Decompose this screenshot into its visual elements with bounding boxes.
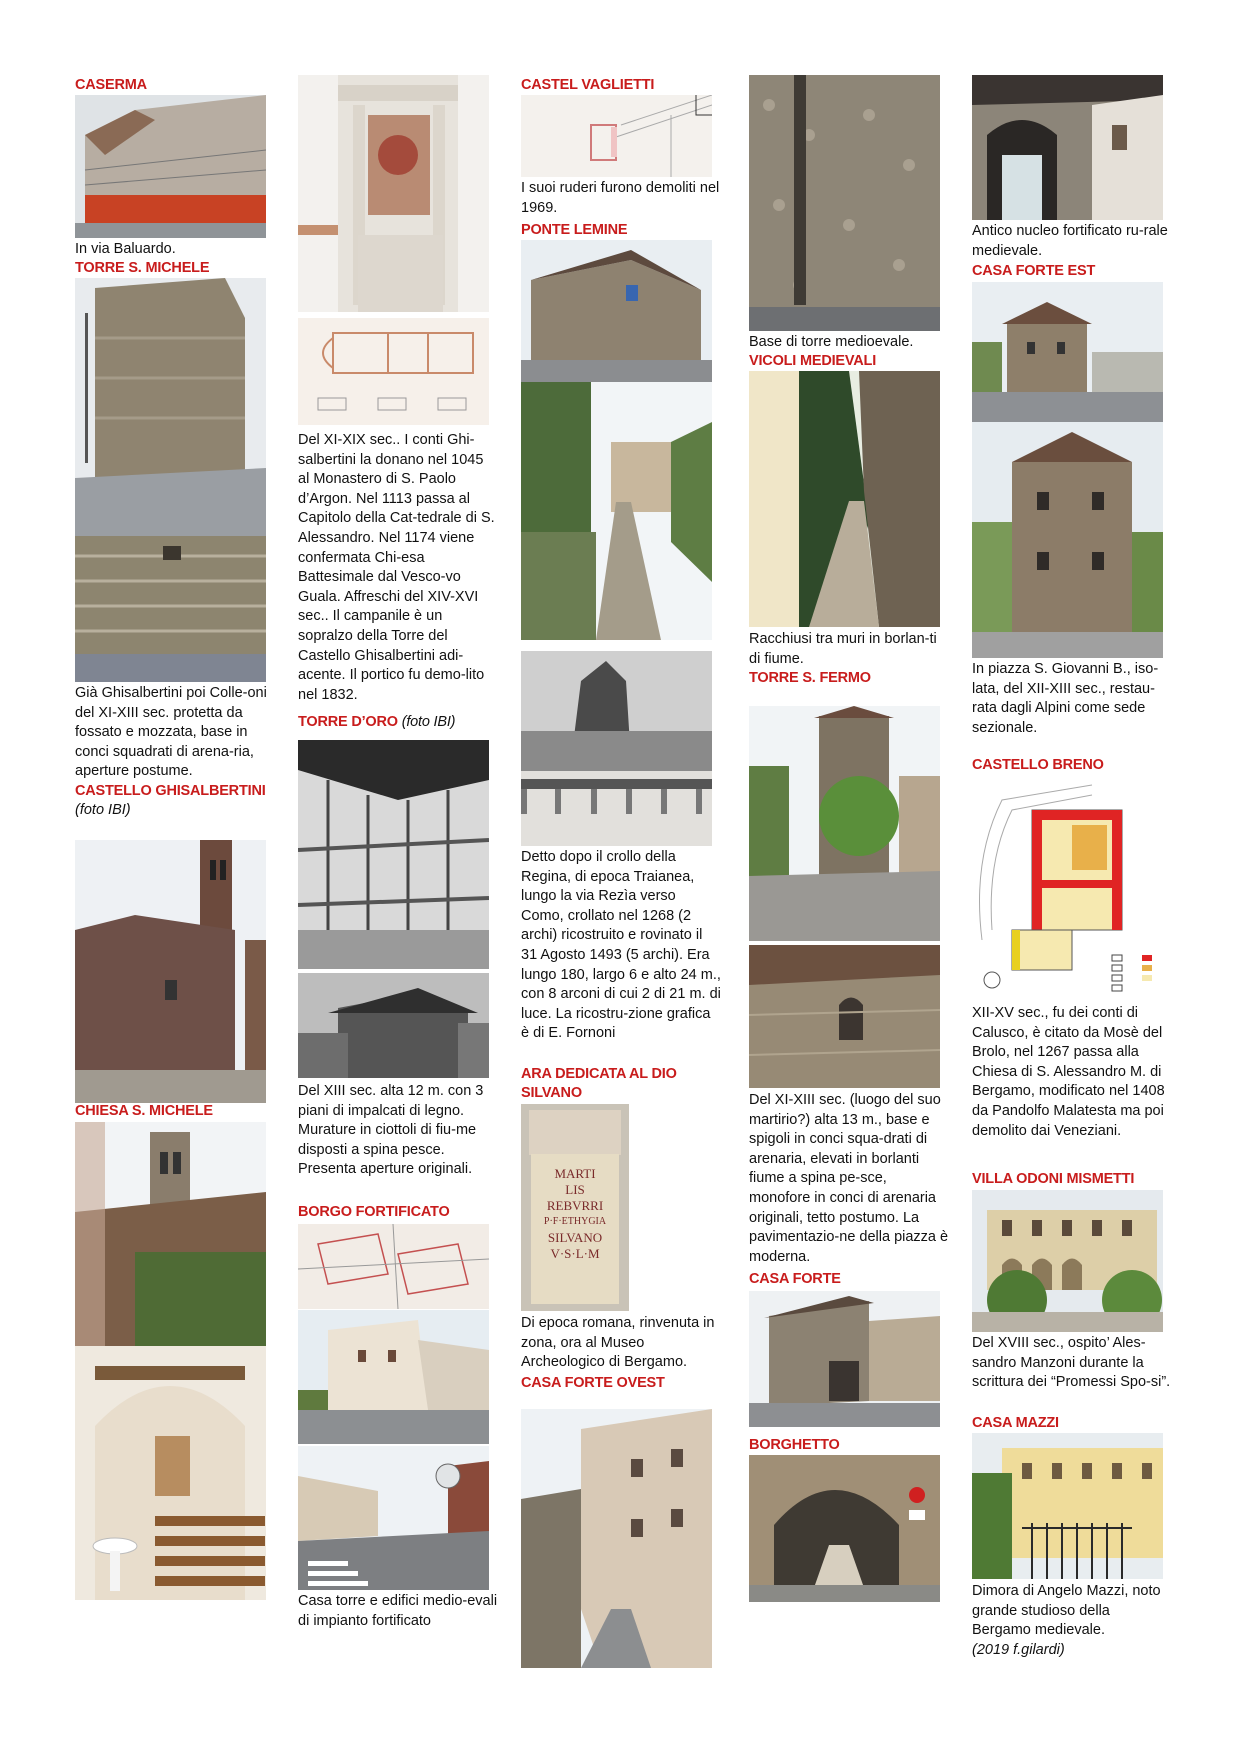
borgo-street-photo: [298, 1446, 489, 1590]
ponte-lemine-alley-photo: [521, 382, 712, 640]
torre-doro-photo: [298, 740, 489, 969]
torre-s-fermo-detail-photo: [749, 945, 940, 1088]
casa-forte-photo: [749, 1291, 940, 1427]
caption-casa-forte-est: In piazza S. Giovanni B., iso-lata, del XII-XIII sec., restau-rata dagli Alpini come sede sezionale.: [972, 661, 1159, 736]
borgo-fortificato-map: [298, 1224, 489, 1309]
caption-torre-doro: Del XIII sec. alta 12 m. con 3 piani di impalcati di legno. Murature in ciottoli di fiu-me disposti a spina pesce. Presenta aperture originali.: [298, 1083, 484, 1178]
chiesa-plan-drawing: [298, 318, 489, 425]
caption-castel-vaglietti: I suoi ruderi furono demoliti nel 1969.: [521, 180, 720, 216]
inscription-line: V·S·L·M: [550, 1246, 600, 1261]
heading-casa-mazzi: CASA MAZZI: [972, 1415, 1059, 1431]
heading-caserma: CASERMA: [75, 77, 147, 93]
castello-ghisalbertini-photo: [75, 840, 266, 1103]
heading-torre-doro-text: TORRE D’ORO: [298, 714, 398, 730]
ponte-lemine-archive-photo: [521, 651, 712, 846]
author-credit: (2019 f.gilardi): [972, 1642, 1065, 1658]
heading-borghetto: BORGHETTO: [749, 1437, 840, 1453]
inscription-line: LIS: [565, 1182, 585, 1197]
inscription-line: P·F·ETHYGIA: [543, 1216, 607, 1227]
caserma-photo: [75, 95, 266, 238]
vicoli-medievali-photo: [749, 371, 940, 627]
chiesa-s-michele-photo: [75, 1122, 266, 1346]
ara-inscription: [531, 1154, 619, 1304]
heading-castello-ghisalbertini: CASTELLO GHISALBERTINI: [75, 783, 266, 799]
caption-castello-breno: XII-XV sec., fu dei conti di Calusco, è citato da Mosè del Brolo, nel 1267 passa alla Chiesa di S. Alessandro M. di Bergamo, modificato nel 1408 da Pandolfo Malatesta ma poi demolito dai Veneziani.: [972, 1005, 1165, 1139]
caption-caserma: In via Baluardo.: [75, 241, 176, 257]
torre-base-photo: [75, 536, 266, 682]
base-torre-photo: [749, 75, 940, 331]
caption-torre-s-fermo: Del XI-XIII sec. (luogo del suo martirio?) alta 13 m., base e spigoli in conci squa-drati di arenaria, elevati in borlanti fiume a spina pe-sce, monofore in conci di arenaria originali, tetto postumo. La pavimentazio-ne della piazza è moderna.: [749, 1092, 949, 1265]
casa-mazzi-photo: [972, 1433, 1163, 1579]
inscription-line: SILVANO: [547, 1230, 603, 1245]
heading-borgo-fortificato: BORGO FORTIFICATO: [298, 1204, 450, 1220]
caption-ponte-lemine: Detto dopo il crollo della Regina, di epoca Traianea, lungo la via Rezìa verso Como, crollato nel 1268 (2 archi) ricostruito e rovinato il 31 Agosto 1493 (5 archi). Era lungo 180, largo 6 e alto 24 m., con 8 arconi di cui 2 di 21 m. di luce. La ricostru-zione grafica è di E. Fornoni: [521, 849, 721, 1042]
heading-castel-vaglietti: CASTEL VAGLIETTI: [521, 77, 655, 93]
photo-credit-castello: (foto IBI): [75, 802, 131, 818]
casa-forte-est-photo: [972, 282, 1163, 422]
heading-casa-forte: CASA FORTE: [749, 1271, 841, 1287]
heading-ara-silvano: ARA DEDICATA AL DIO SILVANO: [521, 1066, 677, 1101]
heading-villa-odoni-mismetti: VILLA ODONI MISMETTI: [972, 1171, 1135, 1187]
inscription-line: REBVRRI: [546, 1198, 604, 1213]
ponte-lemine-photo: [521, 240, 712, 382]
castello-breno-plan: [972, 780, 1163, 1002]
borghetto-photo: [749, 1455, 940, 1602]
heading-casa-forte-est: CASA FORTE EST: [972, 263, 1096, 279]
torre-s-michele-photo: [75, 278, 266, 536]
heading-torre-doro: [298, 713, 455, 732]
heading-casa-forte-ovest: CASA FORTE OVEST: [521, 1375, 665, 1391]
heading-torre-s-fermo: TORRE S. FERMO: [749, 670, 871, 686]
casa-forte-est-closeup-photo: [972, 422, 1163, 658]
ara-top-block: [529, 1110, 621, 1155]
casa-forte-ovest-photo: [521, 1409, 712, 1668]
chiesa-s-michele-interior-photo: [75, 1346, 266, 1600]
caption-chiesa-s-michele: Del XI-XIX sec.. I conti Ghi-salbertini la donano nel 1045 al Monastero di S. Paolo d’Argon. Nel 1113 passa al Capitolo della Cat-tedrale di S. Alessandro. Nel 1174 viene confermata Chi-esa Battesimale dal Vesco-vo Guala. Affreschi del XIV-XVI sec.. Il campanile è un sopralzo della Torre del Castello Ghisalbertini adi-acente. Il portico fu demo-lito nel 1832.: [298, 432, 495, 703]
caption-casa-mazzi: Dimora di Angelo Mazzi, noto grande studioso della Bergamo medievale.: [972, 1583, 1161, 1639]
photo-credit-torre-doro: (foto IBI): [401, 714, 456, 730]
borgo-fortificato-photo: [298, 1310, 489, 1444]
caption-vicoli-medievali: Racchiusi tra muri in borlan-ti di fiume.: [749, 631, 937, 667]
inscription-line: MARTI: [554, 1166, 596, 1181]
caption-torre-s-michele: Già Ghisalbertini poi Colle-oni del XI-XIII sec. protetta da fossato e mozzata, base in conci squadrati di arena-ria, aperture postume.: [75, 685, 267, 780]
heading-chiesa-s-michele: CHIESA S. MICHELE: [75, 1103, 213, 1119]
chiesa-interior-fresco-photo: [298, 75, 489, 312]
castel-vaglietti-map: [521, 95, 712, 177]
nucleo-rurale-photo: [972, 75, 1163, 220]
heading-torre-s-michele: TORRE S. MICHELE: [75, 260, 210, 276]
heading-vicoli-medievali: VICOLI MEDIEVALI: [749, 353, 877, 369]
ara-silvano-photo: [521, 1104, 629, 1311]
caption-ara-silvano: Di epoca romana, rinvenuta in zona, ora al Museo Archeologico di Bergamo.: [521, 1315, 715, 1371]
heading-castello-breno: CASTELLO BRENO: [972, 757, 1104, 773]
caption-villa-odoni: Del XVIII sec., ospito’ Ales-sandro Manzoni durante la scrittura dei “Promessi Spo-si”.: [972, 1335, 1171, 1391]
villa-odoni-photo: [972, 1190, 1163, 1332]
caption-nucleo-rurale: Antico nucleo fortificato ru-rale medievale.: [972, 223, 1168, 259]
caption-borgo-fortificato: Casa torre e edifici medio-evali di impianto fortificato: [298, 1593, 498, 1629]
torre-doro-archive-photo: [298, 973, 489, 1078]
heading-ponte-lemine: PONTE LEMINE: [521, 222, 628, 238]
torre-s-fermo-photo: [749, 706, 940, 941]
caption-base-torre: Base di torre medioevale.: [749, 334, 914, 350]
